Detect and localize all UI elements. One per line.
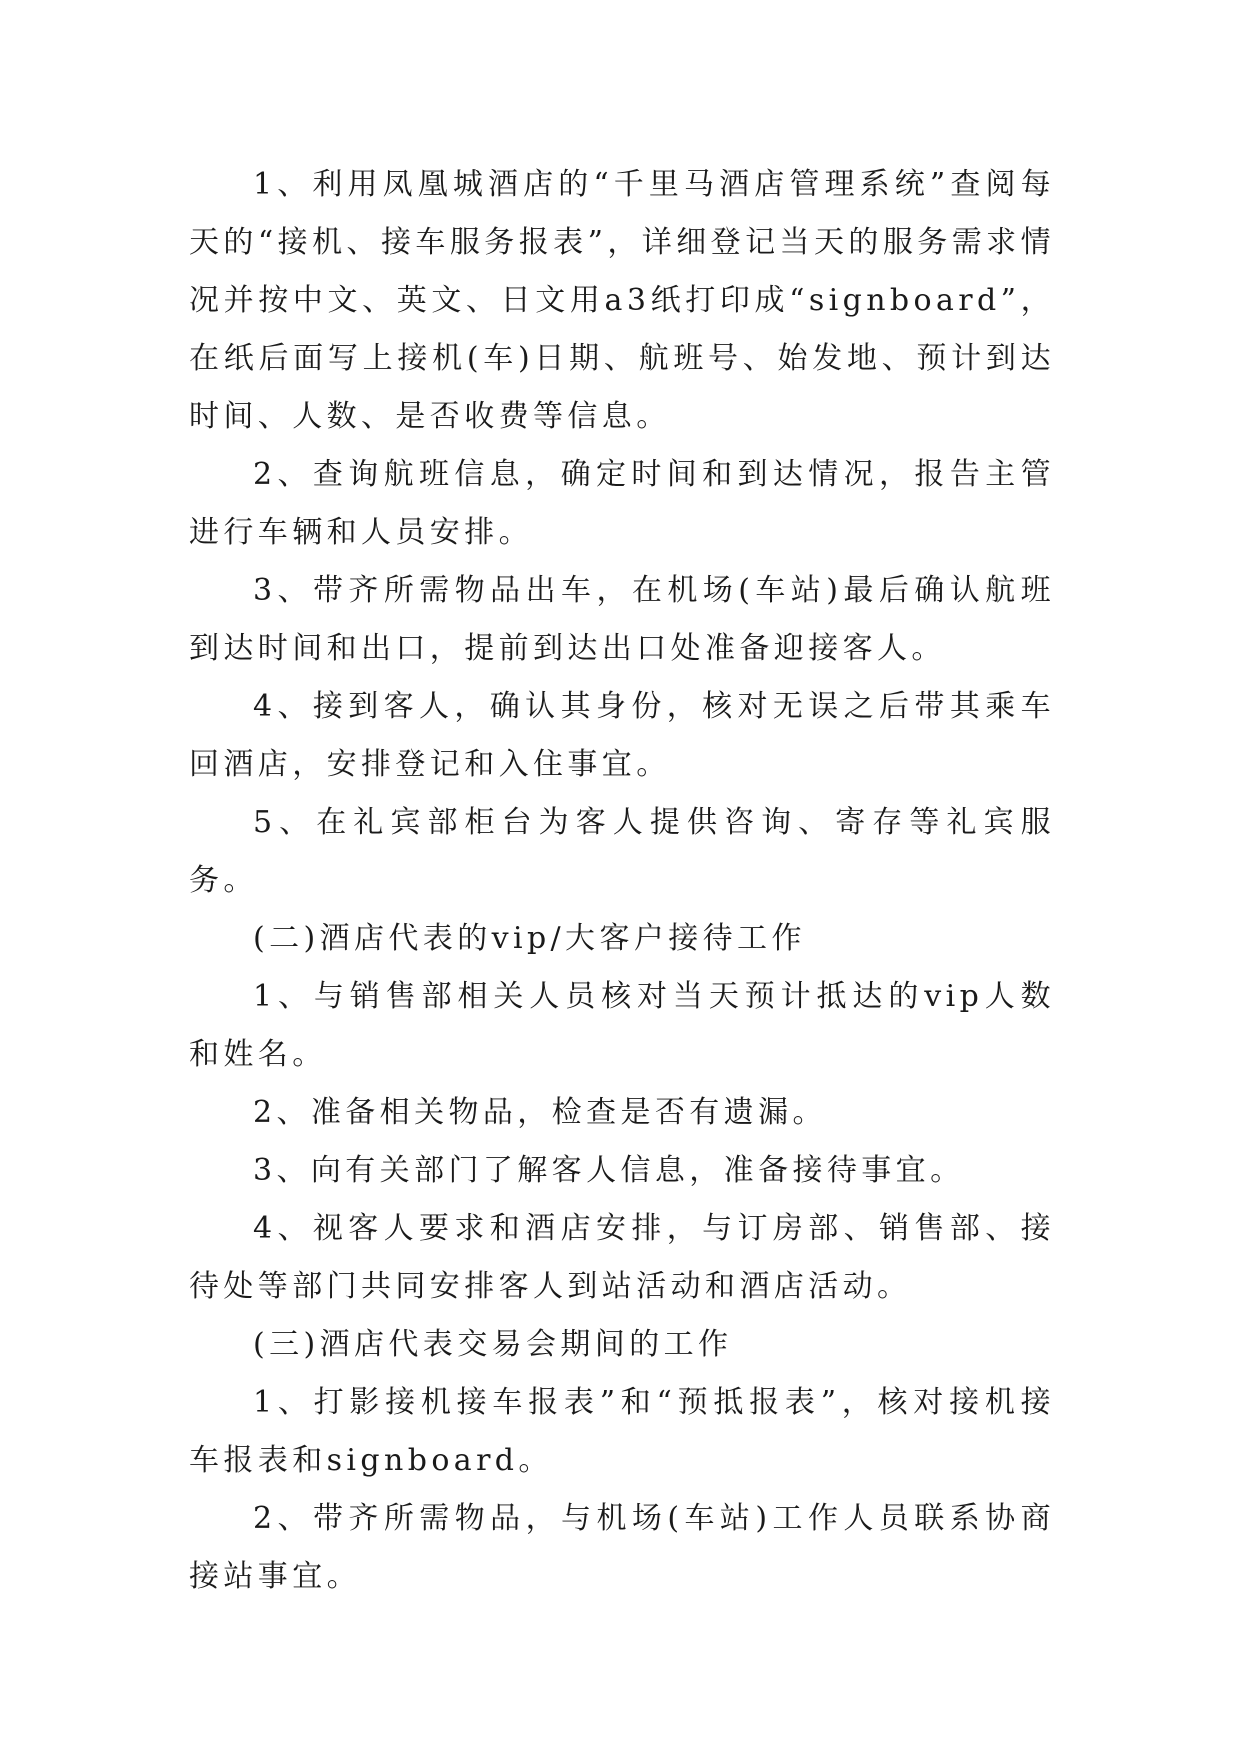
paragraph-print-reports: 1、打影接机接车报表”和“预抵报表”，核对接机接车报表和signboard。 (189, 1385, 1055, 1478)
paragraph-guest-information: 3、向有关部门了解客人信息，准备接待事宜。 (253, 1153, 965, 1188)
paragraph-airport-pickup-report: 1、利用凤凰城酒店的“千里马酒店管理系统”查阅每天的“接机、接车服务报表”，详细登记当天的服务需求情况并按中文、英文、日文用a3纸打印成“signboard”，在纸后面写上接机(车)日期、航班号、始发地、预计到达时间、人数、是否收费等信息。 (189, 167, 1055, 434)
paragraph-depart-with-items: 3、带齐所需物品出车，在机场(车站)最后确认航班到达时间和出口，提前到达出口处准备迎接客人。 (189, 573, 1055, 666)
paragraph-meet-guests: 4、接到客人，确认其身份，核对无误之后带其乘车回酒店，安排登记和入住事宜。 (189, 689, 1055, 782)
paragraph-prepare-items: 2、准备相关物品，检查是否有遗漏。 (253, 1095, 827, 1130)
paragraph-concierge-service: 5、在礼宾部柜台为客人提供咨询、寄存等礼宾服务。 (189, 805, 1055, 898)
paragraph-coordinate-station: 2、带齐所需物品，与机场(车站)工作人员联系协商接站事宜。 (189, 1501, 1055, 1594)
section-heading-vip-reception: (二)酒店代表的vip/大客户接待工作 (253, 921, 806, 956)
paragraph-verify-vip-list: 1、与销售部相关人员核对当天预计抵达的vip人数和姓名。 (189, 979, 1055, 1072)
paragraph-arrange-activities: 4、视客人要求和酒店安排，与订房部、销售部、接待处等部门共同安排客人到站活动和酒店活动。 (189, 1211, 1055, 1304)
document-body (189, 156, 1055, 1606)
section-heading-trade-fair: (三)酒店代表交易会期间的工作 (253, 1327, 733, 1362)
paragraph-flight-inquiry: 2、查询航班信息，确定时间和到达情况，报告主管进行车辆和人员安排。 (189, 457, 1055, 550)
